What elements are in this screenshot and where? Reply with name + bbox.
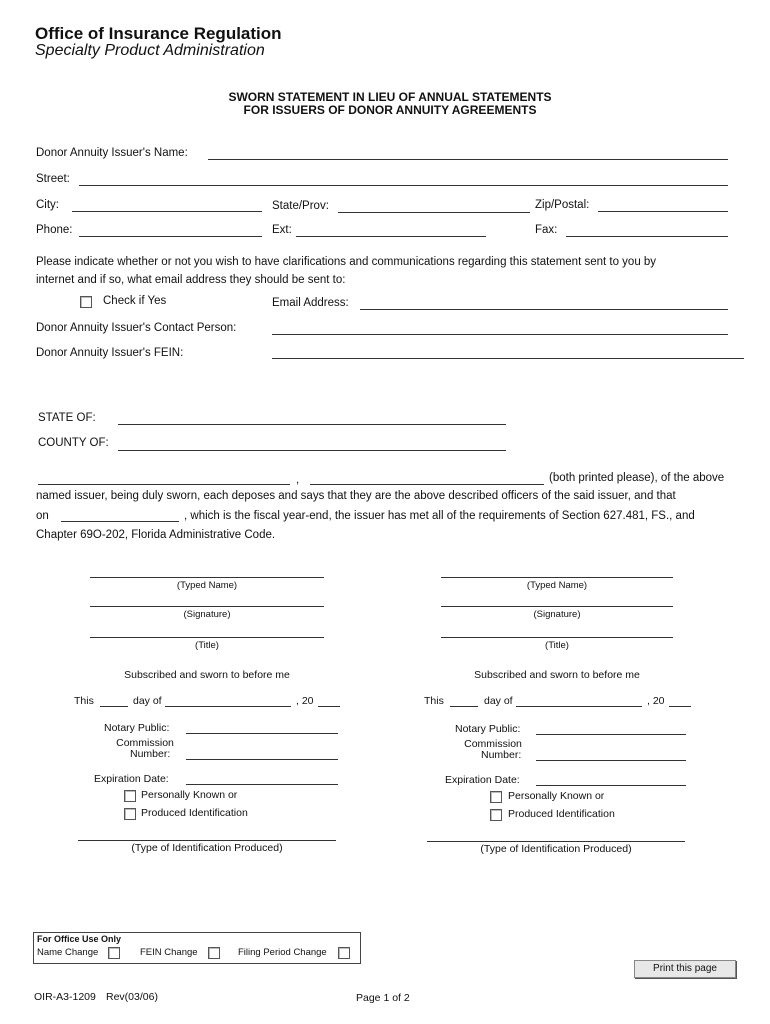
left-notary-field[interactable] — [186, 733, 338, 734]
issuer-name-label: Donor Annuity Issuer's Name: — [36, 147, 188, 159]
email-label: Email Address: — [272, 297, 349, 309]
fiscal-year-end-field[interactable] — [61, 521, 179, 522]
right-number-label: Number: — [481, 749, 522, 761]
right-personally-known-label: Personally Known or — [508, 790, 605, 802]
left-day-field[interactable] — [100, 706, 128, 707]
right-year-field[interactable] — [669, 706, 691, 707]
right-produced-id-checkbox[interactable] — [490, 809, 502, 821]
oath-line4: Chapter 69O-202, Florida Administrative Code. — [36, 529, 276, 541]
fein-change-checkbox[interactable] — [208, 947, 220, 959]
left-notary-label: Notary Public: — [104, 722, 170, 734]
left-typed-name-caption: (Typed Name) — [176, 580, 238, 591]
right-produced-id-label: Produced Identification — [508, 808, 615, 820]
name-change-checkbox[interactable] — [108, 947, 120, 959]
street-label: Street: — [36, 173, 70, 185]
state-of-field[interactable] — [118, 424, 506, 425]
left-subscribed-text: Subscribed and sworn to before me — [124, 669, 290, 681]
clarify-text-line2: internet and if so, what email address they should be sent to: — [36, 274, 346, 286]
form-revision: Rev(03/06) — [106, 991, 158, 1003]
issuer-name-field[interactable] — [208, 159, 728, 160]
right-signature-caption: (Signature) — [533, 609, 581, 620]
right-commission-label: Commission — [464, 738, 522, 750]
phone-field[interactable] — [79, 236, 262, 237]
ext-field[interactable] — [296, 236, 486, 237]
right-typed-name-caption: (Typed Name) — [526, 580, 588, 591]
filing-change-checkbox[interactable] — [338, 947, 350, 959]
right-day-of-label: day of — [484, 695, 513, 707]
left-id-type-field[interactable] — [78, 840, 336, 841]
office-use-title: For Office Use Only — [37, 934, 122, 944]
fein-change-label: FEIN Change — [140, 947, 198, 958]
oath-comma: , — [296, 474, 300, 486]
statement-title-line1: SWORN STATEMENT IN LIEU OF ANNUAL STATEMENTS — [228, 90, 552, 104]
right-subscribed-text: Subscribed and sworn to before me — [474, 669, 640, 681]
right-year-label: , 20 — [647, 695, 665, 707]
phone-label: Phone: — [36, 224, 73, 236]
statement-title-line2: FOR ISSUERS OF DONOR ANNUITY AGREEMENTS — [243, 103, 537, 117]
fax-field[interactable] — [566, 236, 728, 237]
oath-both-printed: (both printed please), of the above — [549, 472, 725, 484]
fax-label: Fax: — [535, 224, 558, 236]
zip-label: Zip/Postal: — [535, 199, 590, 211]
right-title-field[interactable] — [441, 637, 673, 638]
left-title-caption: (Title) — [195, 640, 219, 651]
right-month-field[interactable] — [516, 706, 642, 707]
name-change-label: Name Change — [37, 947, 99, 958]
division-title: Specialty Product Administration — [35, 42, 265, 59]
right-typed-name-field[interactable] — [441, 577, 673, 578]
left-title-field[interactable] — [90, 637, 324, 638]
street-field[interactable] — [79, 185, 728, 186]
contact-label: Donor Annuity Issuer's Contact Person: — [36, 322, 237, 334]
oath-on: on — [36, 510, 49, 522]
right-signature-field[interactable] — [441, 606, 673, 607]
contact-field[interactable] — [272, 334, 728, 335]
right-expiration-label: Expiration Date: — [445, 774, 520, 786]
right-this-label: This — [424, 695, 444, 707]
form-id: OIR-A3-1209 — [34, 991, 96, 1003]
state-label: State/Prov: — [272, 200, 329, 212]
right-commission-field[interactable] — [536, 760, 686, 761]
left-this-label: This — [74, 695, 94, 707]
print-page-button[interactable]: Print this page — [634, 960, 736, 978]
left-personally-known-checkbox[interactable] — [124, 790, 136, 802]
left-month-field[interactable] — [165, 706, 291, 707]
state-of-label: STATE OF: — [38, 412, 96, 424]
left-typed-name-field[interactable] — [90, 577, 324, 578]
clarify-text-line1: Please indicate whether or not you wish to have clarifications and communications regarding this statement sent to you by — [36, 256, 657, 268]
right-title-caption: (Title) — [545, 640, 569, 651]
city-field[interactable] — [72, 211, 262, 212]
ext-label: Ext: — [272, 224, 292, 236]
right-notary-label: Notary Public: — [455, 723, 521, 735]
left-signature-field[interactable] — [90, 606, 324, 607]
county-of-label: COUNTY OF: — [38, 437, 109, 449]
fein-label: Donor Annuity Issuer's FEIN: — [36, 347, 184, 359]
left-year-label: , 20 — [296, 695, 314, 707]
state-field[interactable] — [338, 212, 530, 213]
left-personally-known-label: Personally Known or — [141, 789, 238, 801]
fein-field[interactable] — [272, 358, 744, 359]
left-produced-id-checkbox[interactable] — [124, 808, 136, 820]
left-number-label: Number: — [130, 748, 171, 760]
right-notary-field[interactable] — [536, 734, 686, 735]
check-if-yes-checkbox[interactable] — [80, 296, 92, 308]
left-signature-caption: (Signature) — [183, 609, 231, 620]
right-expiration-field[interactable] — [536, 785, 686, 786]
left-expiration-label: Expiration Date: — [94, 773, 169, 785]
right-id-type-field[interactable] — [427, 841, 685, 842]
county-of-field[interactable] — [118, 450, 506, 451]
filing-change-label: Filing Period Change — [238, 947, 327, 958]
oath-line2: named issuer, being duly sworn, each deposes and says that they are the above described officers of the said issuer, and that — [36, 490, 676, 502]
left-day-of-label: day of — [133, 695, 162, 707]
zip-field[interactable] — [598, 211, 728, 212]
right-id-type-caption: (Type of Identification Produced) — [480, 843, 632, 855]
page-number: Page 1 of 2 — [356, 992, 410, 1004]
left-produced-id-label: Produced Identification — [141, 807, 248, 819]
left-expiration-field[interactable] — [186, 784, 338, 785]
left-id-type-caption: (Type of Identification Produced) — [131, 842, 283, 854]
left-commission-label: Commission — [116, 737, 174, 749]
right-day-field[interactable] — [450, 706, 478, 707]
right-personally-known-checkbox[interactable] — [490, 791, 502, 803]
city-label: City: — [36, 199, 59, 211]
officer1-name-field[interactable] — [38, 484, 290, 485]
check-if-yes-label: Check if Yes — [103, 295, 167, 307]
email-field[interactable] — [360, 309, 728, 310]
officer2-name-field[interactable] — [310, 484, 544, 485]
org-title: Office of Insurance Regulation — [35, 24, 282, 43]
left-commission-field[interactable] — [186, 759, 338, 760]
left-year-field[interactable] — [318, 706, 340, 707]
oath-line3-rest: , which is the fiscal year-end, the issuer has met all of the requirements of Section 627.481, FS., and — [184, 510, 695, 522]
